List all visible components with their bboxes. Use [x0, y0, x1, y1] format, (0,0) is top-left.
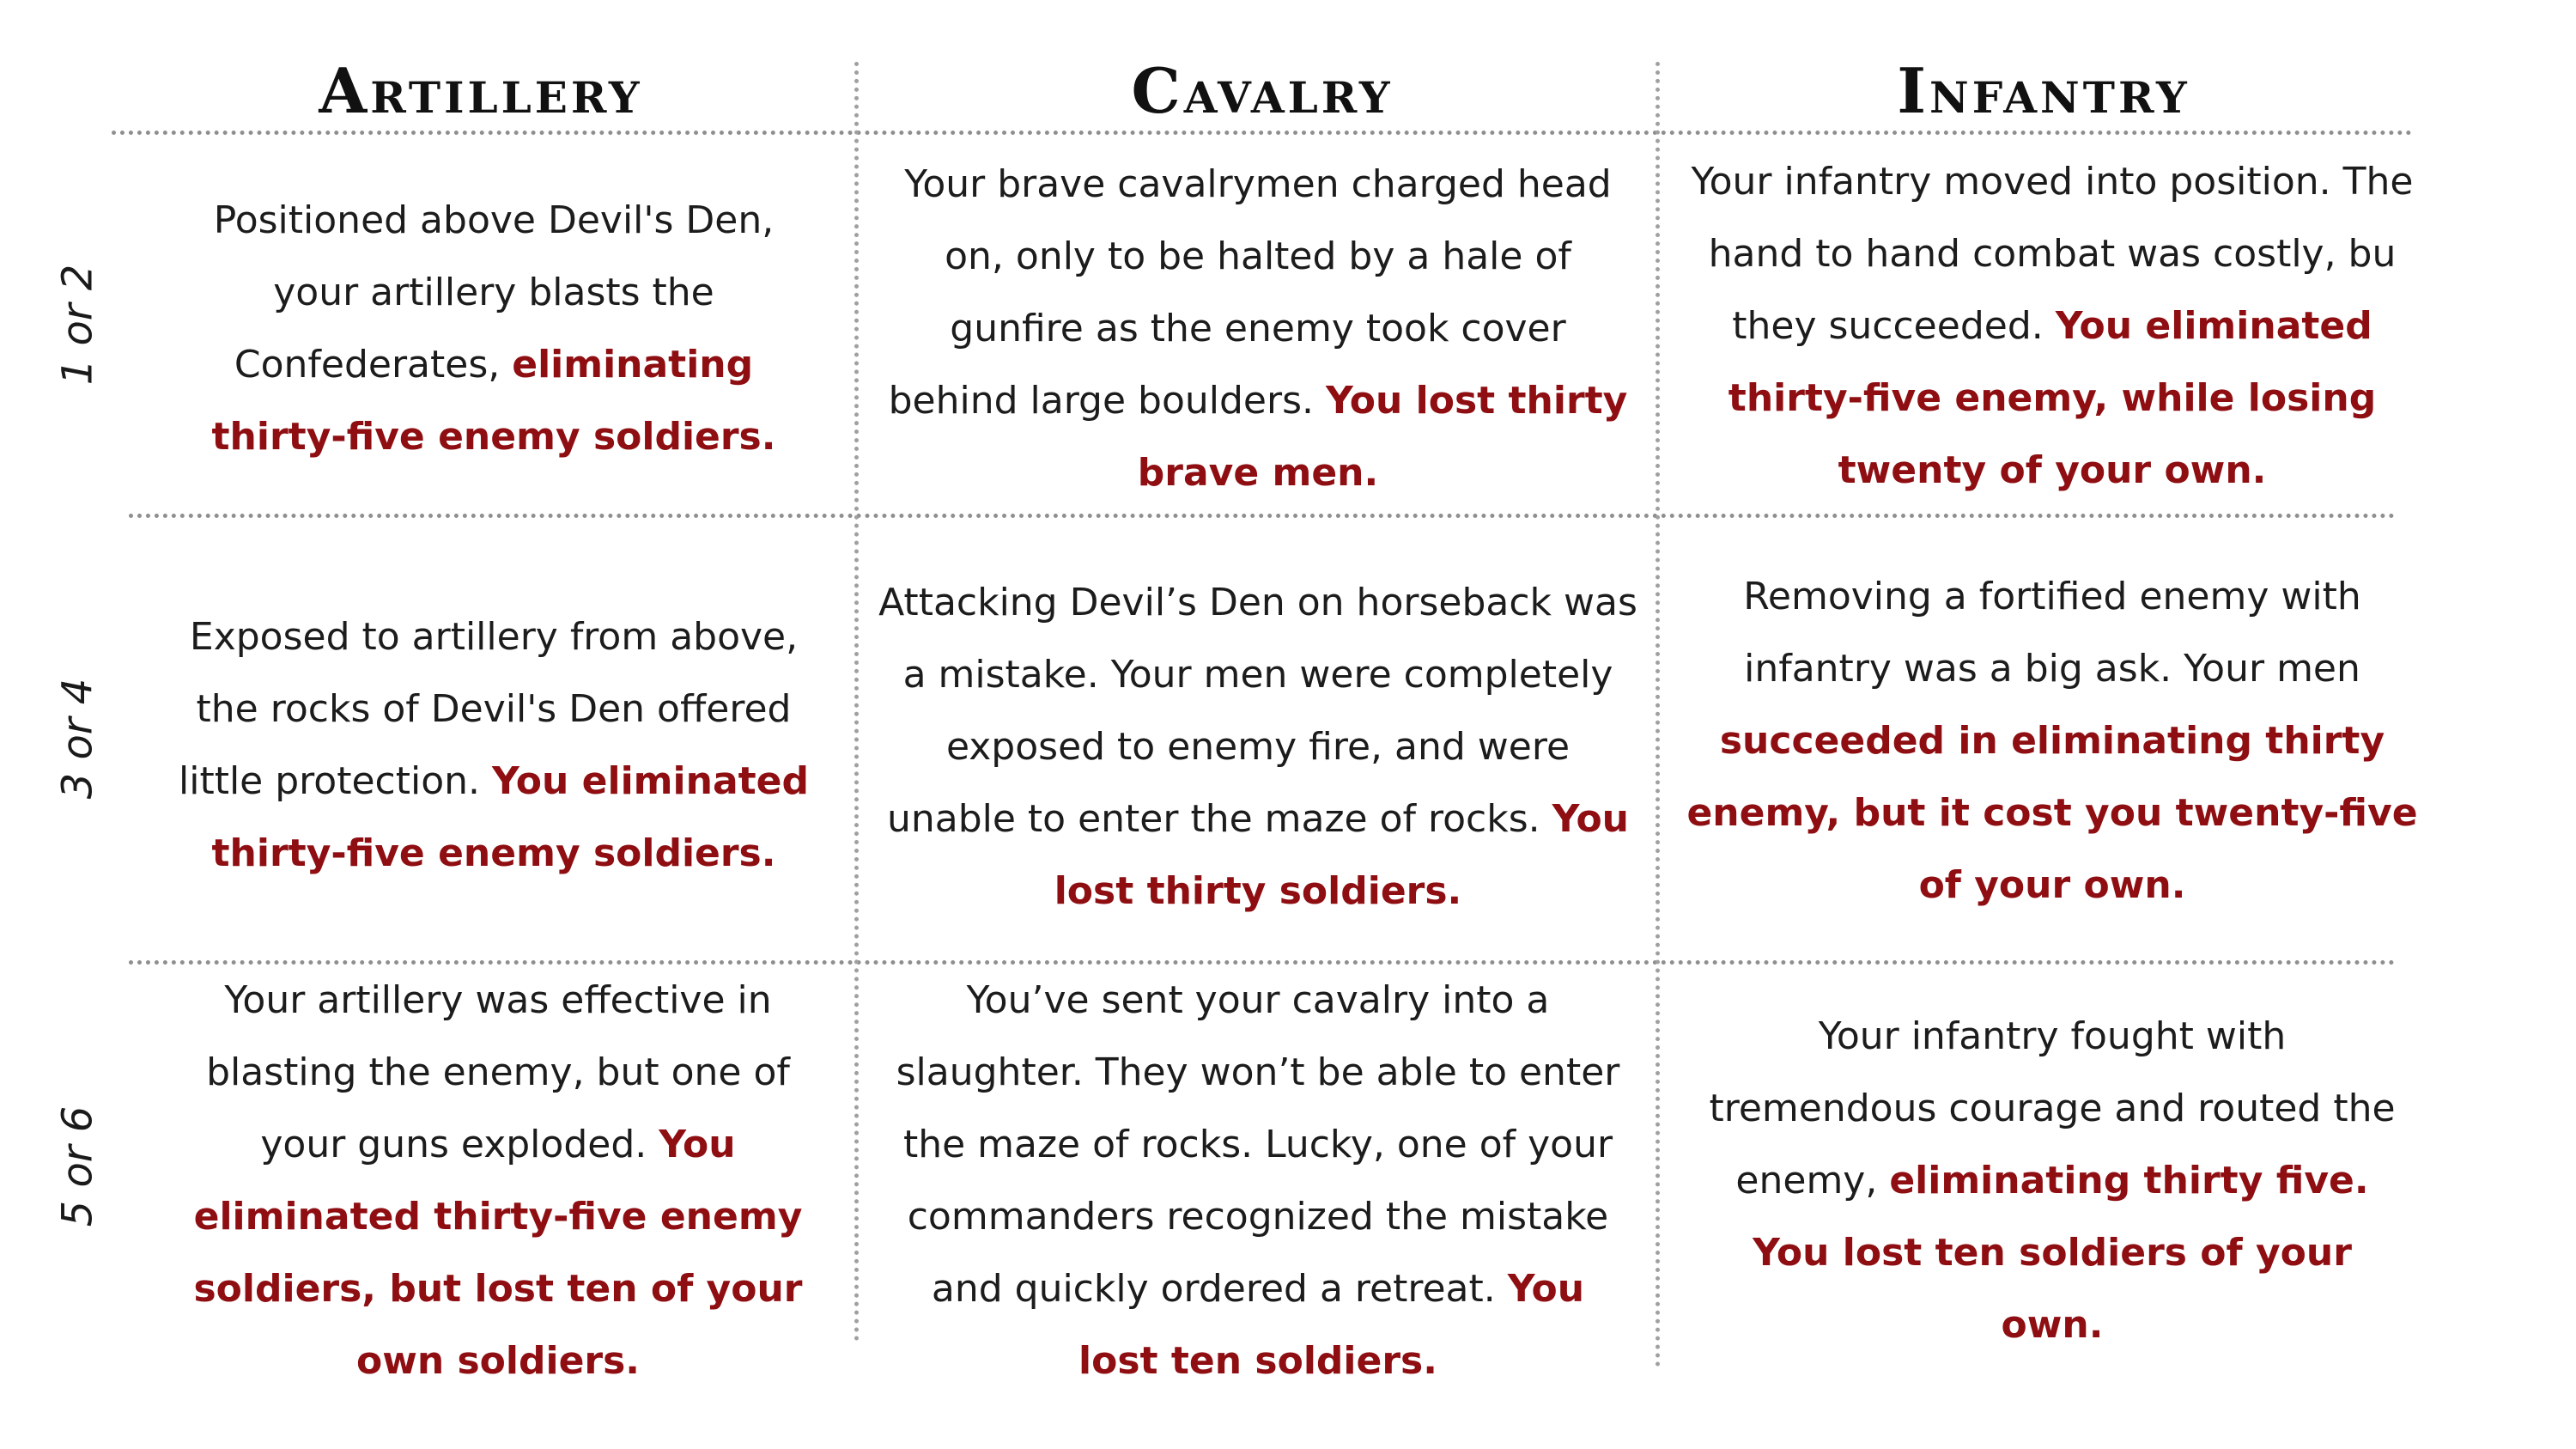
outcome-result: You eliminated thirty-five enemy soldiers.: [211, 758, 809, 875]
cell-infantry-1: [1674, 160, 2430, 492]
outcome-text: Positioned above Devil's Den, your artillery blasts the Confederates,: [213, 198, 775, 387]
column-header-artillery: Artillery: [319, 53, 643, 127]
row-label-2: 3 or 4: [53, 678, 102, 800]
cell-cavalry-2: [872, 567, 1644, 928]
cell-infantry-2: [1674, 574, 2430, 907]
outcome-result: You lost thirty soldiers.: [1054, 797, 1629, 913]
outcome-result: succeeded in eliminating thirty enemy, but it cost you twenty-five of your own.: [1686, 718, 2418, 907]
row-label-1: 1 or 2: [53, 264, 102, 385]
cell-artillery-2: [155, 601, 833, 889]
cell-cavalry-3: [880, 978, 1636, 1383]
outcome-text: Attacking Devil’s Den on horseback was a mistake. Your men were completely exposed to enemy fire, and were unable to enter the maze of rocks.: [878, 581, 1637, 841]
column-header-cavalry: Cavalry: [1131, 53, 1394, 127]
cell-artillery-1: [185, 185, 803, 472]
outcome-text: Your infantry moved into position. The hand to hand combat was costly, bu they succeeded.: [1691, 160, 2414, 348]
outcome-text: Your brave cavalrymen charged head on, only to be halted by a hale of gunfire as the enemy took cover behind large boulders.: [888, 161, 1612, 423]
outcome-result: You lost ten soldiers.: [1078, 1267, 1585, 1383]
cell-cavalry-1: [876, 161, 1640, 495]
column-divider-1: [854, 62, 859, 1342]
column-divider-2: [1656, 62, 1660, 1367]
column-header-infantry: Infantry: [1897, 53, 2190, 127]
header-divider: [112, 131, 2413, 135]
outcome-result: You lost thirty brave men.: [1137, 378, 1628, 495]
outcome-text: Removing a fortified enemy with infantry was a big ask. Your men: [1743, 574, 2361, 691]
outcome-text: Your infantry fought with tremendous courage and routed the enemy,: [1709, 1014, 2396, 1202]
cell-artillery-3: [155, 978, 841, 1383]
outcome-result: You eliminated thirty-five enemy, while losing twenty of your own.: [1728, 304, 2377, 492]
cell-infantry-3: [1700, 1014, 2404, 1347]
outcome-result: eliminating thirty five. You lost ten soldiers of your own.: [1753, 1159, 2369, 1347]
outcome-text: You’ve sent your cavalry into a slaughter. They won’t be able to enter the maze of rocks. Lucky, one of your commanders recognized the mistake and quickly ordered a retreat.: [896, 978, 1620, 1311]
row-divider-1: [129, 514, 2396, 518]
outcome-result: eliminating thirty-five enemy soldiers.: [211, 342, 776, 459]
outcome-result: You eliminated thirty-five enemy soldiers, but lost ten of your own soldiers.: [193, 1123, 803, 1383]
row-label-3: 5 or 6: [53, 1105, 102, 1227]
outcome-text: Exposed to artillery from above, the rocks of Devil's Den offered little protection.: [179, 614, 799, 803]
outcome-text: Your artillery was effective in blasting the enemy, but one of your guns exploded.: [206, 978, 790, 1166]
